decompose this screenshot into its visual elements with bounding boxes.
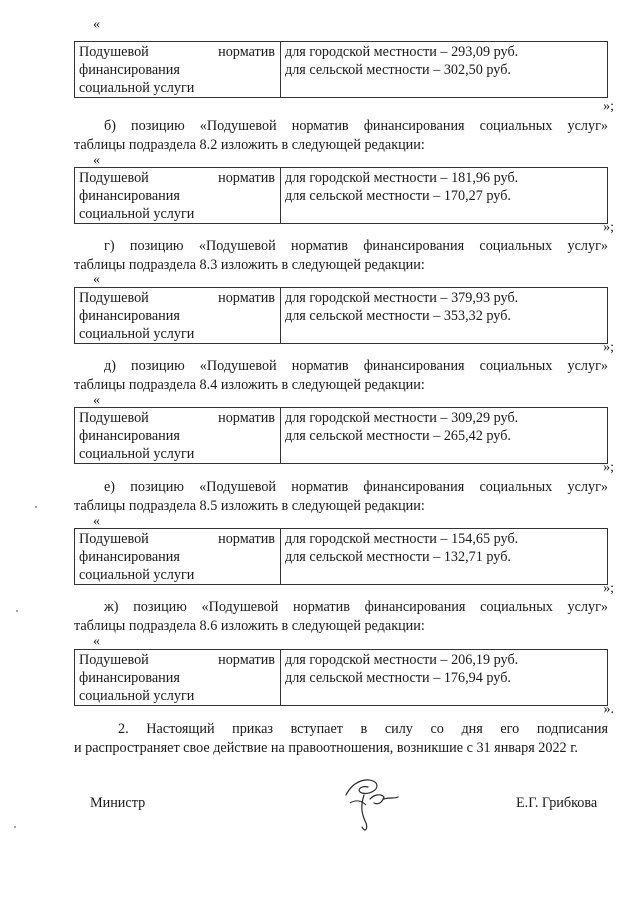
paragraph-line: таблицы подраздела 8.5 изложить в следующей редакции: bbox=[74, 498, 425, 514]
open-quote: « bbox=[93, 17, 100, 32]
cell-word: Подушевой bbox=[79, 44, 149, 60]
cell-word: Подушевой bbox=[79, 531, 149, 547]
paragraph-g bbox=[74, 237, 608, 275]
urban-value: для городской местности – 206,19 руб. bbox=[285, 652, 519, 668]
rural-value: для сельской местности – 302,50 руб. bbox=[285, 62, 511, 78]
cell-word: норматив bbox=[218, 170, 275, 186]
norm-value-cell bbox=[281, 650, 608, 706]
signatory-name: Е.Г. Грибкова bbox=[516, 795, 598, 811]
paragraph-line: е) позицию «Подушевой норматив финансирования социальных услуг» bbox=[104, 479, 608, 495]
cell-word: Подушевой bbox=[79, 410, 149, 426]
cell-word: социальной услуги bbox=[79, 326, 195, 342]
close-quote: »; bbox=[603, 460, 614, 475]
cell-word: социальной услуги bbox=[79, 80, 195, 96]
paragraph-line: д) позицию «Подушевой норматив финансирования социальных услуг» bbox=[104, 358, 608, 374]
paragraph-e bbox=[74, 478, 608, 516]
paragraph-line: таблицы подраздела 8.6 изложить в следующей редакции: bbox=[74, 618, 425, 634]
norm-table bbox=[74, 649, 608, 706]
cell-word: социальной услуги bbox=[79, 446, 195, 462]
cell-word: финансирования bbox=[79, 308, 180, 324]
urban-value: для городской местности – 293,09 руб. bbox=[285, 44, 519, 60]
norm-value-cell bbox=[281, 288, 608, 344]
norm-table bbox=[74, 528, 608, 585]
paragraph-line: г) позицию «Подушевой норматив финансирования социальных услуг» bbox=[104, 238, 608, 254]
cell-word: финансирования bbox=[79, 188, 180, 204]
cell-word: Подушевой bbox=[79, 652, 149, 668]
rural-value: для сельской местности – 170,27 руб. bbox=[285, 188, 511, 204]
open-quote: « bbox=[93, 514, 100, 529]
cell-word: норматив bbox=[218, 531, 275, 547]
urban-value: для городской местности – 309,29 руб. bbox=[285, 410, 519, 426]
signatory-title: Министр bbox=[90, 795, 146, 811]
paragraph-line: таблицы подраздела 8.4 изложить в следующей редакции: bbox=[74, 377, 425, 393]
norm-label-cell bbox=[75, 288, 281, 344]
paragraph-line: таблицы подраздела 8.3 изложить в следующей редакции: bbox=[74, 257, 425, 273]
cell-word: финансирования bbox=[79, 549, 180, 565]
cell-word: социальной услуги bbox=[79, 688, 195, 704]
cell-word: социальной услуги bbox=[79, 206, 195, 222]
paragraph-line: б) позицию «Подушевой норматив финансирования социальных услуг» bbox=[104, 118, 608, 134]
scan-speck bbox=[14, 826, 16, 828]
close-quote: »; bbox=[603, 581, 614, 596]
open-quote: « bbox=[93, 634, 100, 649]
cell-word: норматив bbox=[218, 290, 275, 306]
norm-label-cell bbox=[75, 529, 281, 585]
rural-value: для сельской местности – 353,32 руб. bbox=[285, 308, 511, 324]
close-quote: »; bbox=[603, 99, 614, 114]
norm-value-cell bbox=[281, 408, 608, 464]
rural-value: для сельской местности – 176,94 руб. bbox=[285, 670, 511, 686]
norm-value-cell bbox=[281, 529, 608, 585]
open-quote: « bbox=[93, 153, 100, 168]
urban-value: для городской местности – 181,96 руб. bbox=[285, 170, 519, 186]
cell-word: Подушевой bbox=[79, 290, 149, 306]
cell-word: социальной услуги bbox=[79, 567, 195, 583]
cell-word: Подушевой bbox=[79, 170, 149, 186]
open-quote: « bbox=[93, 272, 100, 287]
cell-word: финансирования bbox=[79, 62, 180, 78]
paragraph-zh bbox=[74, 598, 608, 636]
close-quote: ». bbox=[603, 702, 614, 717]
norm-label-cell bbox=[75, 168, 281, 224]
urban-value: для городской местности – 379,93 руб. bbox=[285, 290, 519, 306]
norm-label-cell bbox=[75, 408, 281, 464]
rural-value: для сельской местности – 265,42 руб. bbox=[285, 428, 511, 444]
norm-table bbox=[74, 287, 608, 344]
rural-value: для сельской местности – 132,71 руб. bbox=[285, 549, 511, 565]
norm-value-cell bbox=[281, 42, 608, 98]
close-quote: »; bbox=[603, 220, 614, 235]
paragraph-line: таблицы подраздела 8.2 изложить в следующей редакции: bbox=[74, 137, 425, 153]
open-quote: « bbox=[93, 393, 100, 408]
scan-speck bbox=[35, 506, 37, 508]
scan-speck bbox=[16, 610, 18, 612]
cell-word: финансирования bbox=[79, 670, 180, 686]
cell-word: норматив bbox=[218, 410, 275, 426]
norm-label-cell bbox=[75, 42, 281, 98]
norm-table bbox=[74, 167, 608, 224]
paragraph-d bbox=[74, 357, 608, 395]
paragraph-line: ж) позицию «Подушевой норматив финансирования социальных услуг» bbox=[104, 599, 608, 615]
closing-paragraph bbox=[74, 720, 608, 758]
norm-table bbox=[74, 41, 608, 98]
close-quote: »; bbox=[603, 340, 614, 355]
cell-word: норматив bbox=[218, 44, 275, 60]
norm-table bbox=[74, 407, 608, 464]
paragraph-line: 2. Настоящий приказ вступает в силу со дня его подписания bbox=[118, 721, 608, 737]
cell-word: норматив bbox=[218, 652, 275, 668]
urban-value: для городской местности – 154,65 руб. bbox=[285, 531, 519, 547]
norm-value-cell bbox=[281, 168, 608, 224]
handwritten-signature bbox=[340, 773, 402, 835]
cell-word: финансирования bbox=[79, 428, 180, 444]
norm-label-cell bbox=[75, 650, 281, 706]
paragraph-line: и распространяет свое действие на правоотношения, возникшие с 31 января 2022 г. bbox=[74, 740, 578, 756]
paragraph-b bbox=[74, 117, 608, 155]
